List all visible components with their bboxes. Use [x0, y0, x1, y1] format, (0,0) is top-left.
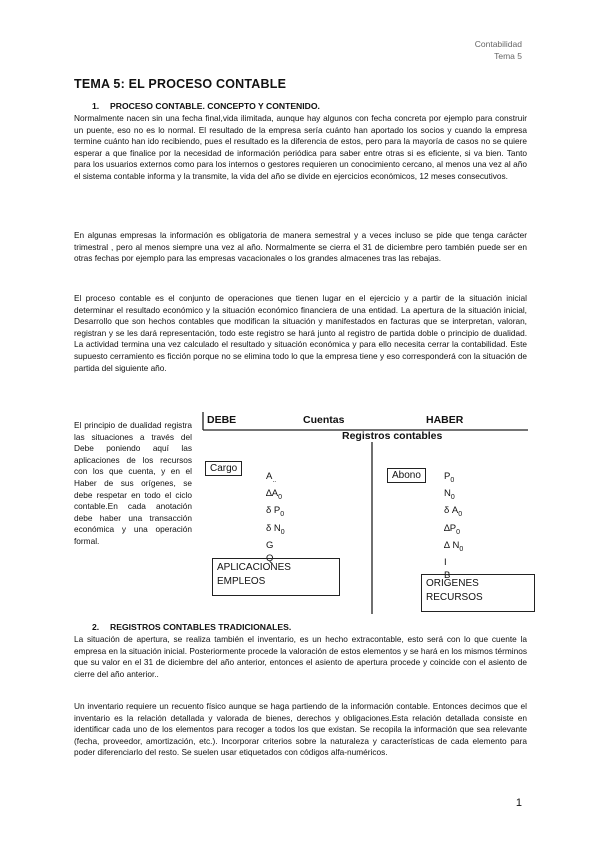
- symbol-disminucion-pasivo: δ $P_0$: [266, 505, 285, 519]
- symbol-neto: $N_0$: [444, 488, 455, 502]
- cargo-box: [205, 461, 242, 476]
- symbol-beneficio: B: [444, 570, 451, 582]
- debe-symbols: [266, 470, 285, 565]
- origenes-recursos-box: [421, 574, 535, 612]
- registros-contables-label: Registros contables: [342, 430, 443, 442]
- symbol-gastos: G: [266, 539, 274, 551]
- header-unit: Tema 5: [494, 51, 522, 61]
- empleos-label: EMPLEOS: [217, 575, 266, 587]
- page-number: 1: [515, 797, 522, 809]
- origenes-label: ORIGENES: [426, 578, 479, 589]
- section-2-paragraph-2: Un inventario requiere un recuento físico aunque se haga partiendo de la información contable. Entonces decimos que el inventario es la relación detallada y valorada de bienes, derechos y obligaciones.Esta relación detallada consiste en identificar cada uno de los elementos para recoger a todos los que existan. Se recopila la información que sea relevante (fecha, proveedor, amortización, etc.). Incorporar criterios sobre la naturaleza y características de cada elemento para poder diferenciarlo del resto. Se suelen usar etiquetados con códigos alfa-numéricos.: [74, 701, 527, 758]
- section-1-heading: [92, 101, 320, 111]
- section-2-title: REGISTROS CONTABLES TRADICIONALES.: [110, 622, 292, 632]
- abono-box: [387, 468, 426, 483]
- symbol-incremento-neto: ∆ $N_0$: [444, 539, 464, 553]
- symbol-activo: $A_{..}$: [266, 471, 277, 484]
- section-2-number: 2.: [92, 622, 100, 632]
- cargo-label: Cargo: [210, 463, 238, 474]
- haber-label: HABER: [426, 414, 464, 426]
- section-2-paragraph-1: La situación de apertura, se realiza también el inventario, es un hecho extracontable, esto será con lo que cuente la empresa en la situación inicial. Posteriormente procede la valoración de estos elementos y se hará en los mismos términos que su valor en el 31 de diciembre del año anterior, entonces el asiento de apertura procede y coincide con el asiento de cierre del año anterior..: [74, 634, 527, 679]
- aplicaciones-label: APLICACIONES: [217, 562, 291, 573]
- symbol-pasivo: $P_0$: [444, 471, 455, 484]
- section-1-paragraph-1: Normalmente nacen sin una fecha final,vida ilimitada, aunque hay algunos con fecha concreta por ejemplo para construir un puente, eso no es lo normal. El resultado de la empresa sería cuánto han aportado los socios y cuando la empresa termine cuánto han ido recibiendo, pues el resultado es la diferencia de estos, pero para la mayoría de casos no se quiere esperar a que finalice por la necesidad de información periódica para saber entre otras si es eficiente, si va bien. Tanto para los usuarios externos como para los internos o gestores requieren un conocimiento cercano, al menos una vez al año el sistema contable informa y la transmite, la vida del año se divide en ejercicios económicos, 12 meses consecutivos.: [74, 113, 527, 181]
- symbol-disminucion-neto: δ $N_0$: [266, 522, 285, 536]
- abono-label: Abono: [392, 470, 421, 481]
- section-1-paragraph-2: En algunas empresas la información es obligatoria de manera semestral y a veces incluso se pide que tenga carácter trimestral , pero al menos siempre una vez al año. Normalmente se cierra el 31 de diciembre pero también puede ser en otras fechas por ejemplo para las empresas vacacionales o los grandes almacenes tras las rebajas.: [74, 230, 527, 264]
- symbol-disminucion-activo: δ $A_0$: [444, 505, 463, 519]
- header-subject: Contabilidad: [474, 39, 522, 49]
- cuentas-label: Cuentas: [303, 414, 345, 426]
- aplicaciones-empleos-box: [212, 558, 340, 596]
- section-2-heading: [92, 622, 291, 632]
- haber-symbols: [444, 470, 463, 583]
- section-1-number: 1.: [92, 101, 100, 111]
- document-title: TEMA 5: EL PROCESO CONTABLE: [74, 77, 287, 91]
- dualidad-paragraph: El principio de dualidad registra las situaciones a través del Debe poniendo aquí las aplicaciones de los recursos con los que cuenta, y en el Haber de sus orígenes, se debe respetar en todo el ciclo contable.En cada anotación debe haber una transacción económica y una operación formal.: [74, 420, 192, 546]
- symbol-incremento-pasivo: $\Delta P_0$: [444, 522, 461, 536]
- symbol-ingresos: I: [444, 556, 447, 568]
- section-1-title: PROCESO CONTABLE. CONCEPTO Y CONTENIDO.: [110, 101, 320, 111]
- section-1-paragraph-3: El proceso contable es el conjunto de operaciones que tienen lugar en el ejercicio y a partir de la situación inicial determinar el resultado económico y la situación económico financiera de una entidad. La apertura de la situación inicial, Desarrollo que son hechos contables que modifican la situación y manifestados en facturas que se interpretan, valoran, registran y se les dará representación, todo este registro se hará junto al registro de partida doble o principio de dualidad. La actividad termina una vez calculado el resultado y situación económica y para ello necesita cerrar la contabilidad. Este supuesto cerramiento es ficción porque no se elimina todo lo que la empresa tiene y eso corresponderá con la situación de partida del siguiente año.: [74, 293, 527, 373]
- debe-label: DEBE: [207, 414, 237, 426]
- recursos-label: RECURSOS: [426, 591, 483, 603]
- symbol-incremento-activo: $\Delta A_0$: [266, 488, 283, 502]
- symbol-q: Q: [266, 553, 274, 565]
- page-header: [475, 38, 522, 62]
- t-account-diagram: [195, 408, 530, 614]
